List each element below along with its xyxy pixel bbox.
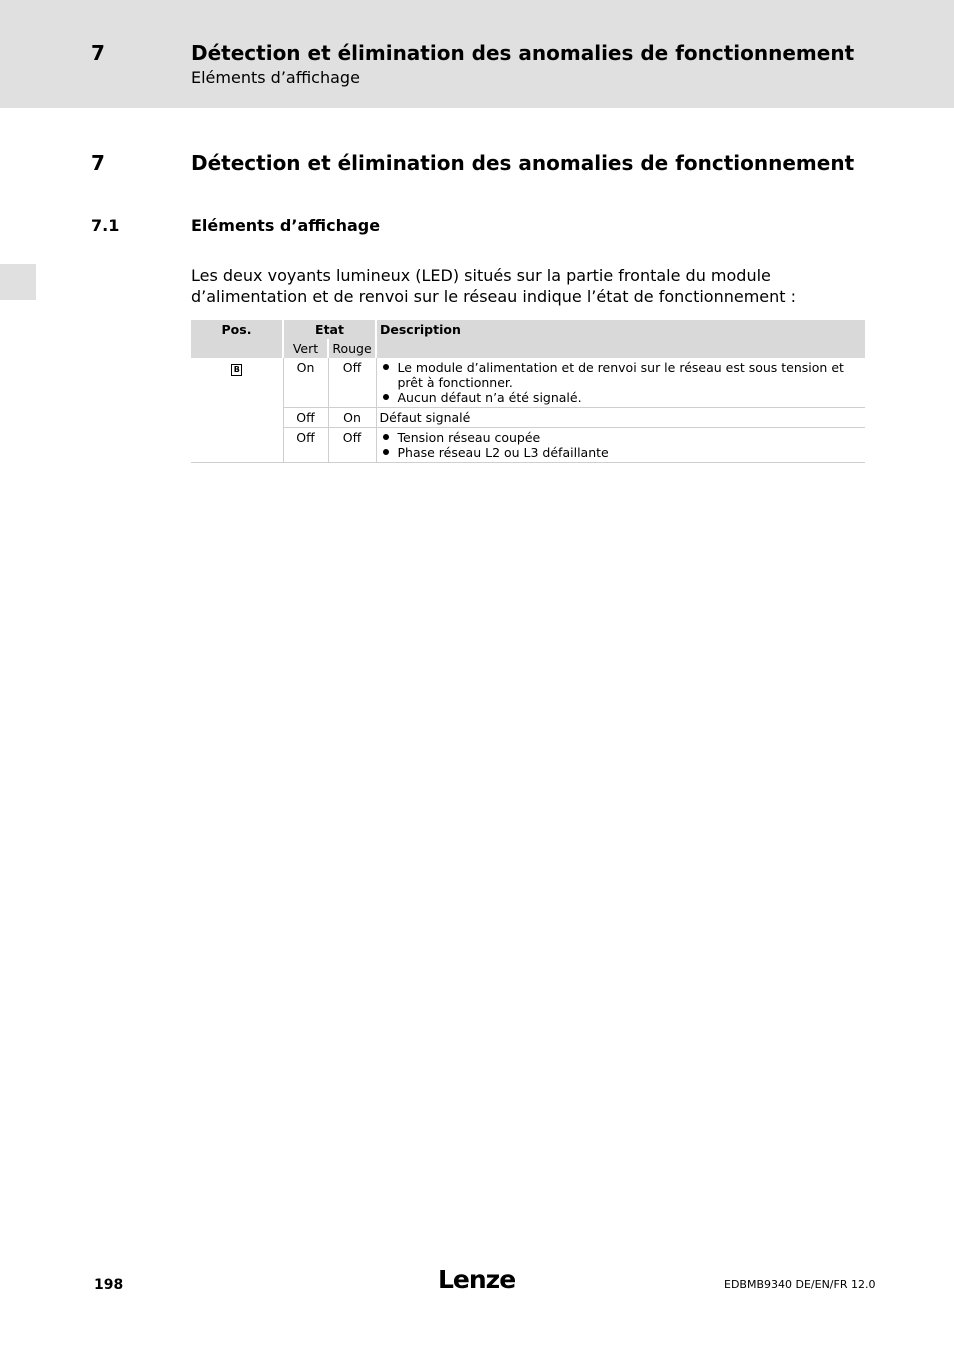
rouge-cell: Off <box>328 428 376 463</box>
list-item: Le module d’alimentation et de renvoi sur le réseau est sous tension et prêt à fonctionner. <box>380 360 863 390</box>
chapter-number: 7 <box>91 151 105 175</box>
vert-cell: On <box>283 358 328 408</box>
section-title: Eléments d’affichage <box>191 216 381 235</box>
table-row <box>191 428 865 463</box>
position-marker-icon: B <box>231 364 242 376</box>
description-cell: Défaut signalé <box>376 408 865 428</box>
chapter-title: Détection et élimination des anomalies de fonctionnement <box>191 151 855 175</box>
intro-paragraph: Les deux voyants lumineux (LED) situés sur la partie frontale du module d’alimentation et de renvoi sur le réseau indique l’état de fonctionnement : <box>191 266 797 306</box>
header-subtitle: Eléments d’affichage <box>191 68 360 87</box>
lenze-logo: Lenze <box>438 1265 516 1294</box>
list-item: Aucun défaut n’a été signalé. <box>380 390 863 405</box>
header-pos: Pos. <box>191 320 283 358</box>
running-header <box>0 0 954 108</box>
list-item: Phase réseau L2 ou L3 défaillante <box>380 445 863 460</box>
header-chapter-title: Détection et élimination des anomalies de fonctionnement <box>191 41 855 65</box>
rouge-cell: On <box>328 408 376 428</box>
description-cell <box>376 358 865 408</box>
header-description: Description <box>376 320 865 358</box>
header-vert: Vert <box>283 339 328 358</box>
header-etat: Etat <box>283 320 376 339</box>
rouge-cell: Off <box>328 358 376 408</box>
header-chapter-number: 7 <box>91 41 105 65</box>
list-item: Tension réseau coupée <box>380 430 863 445</box>
header-rouge: Rouge <box>328 339 376 358</box>
pos-cell <box>191 358 283 463</box>
document-id: EDBMB9340 DE/EN/FR 12.0 <box>724 1278 876 1291</box>
chapter-side-tab <box>0 264 36 300</box>
table-row <box>191 358 865 408</box>
vert-cell: Off <box>283 408 328 428</box>
description-cell <box>376 428 865 463</box>
table-row <box>191 408 865 428</box>
section-number: 7.1 <box>91 216 120 235</box>
led-status-table <box>191 320 865 463</box>
vert-cell: Off <box>283 428 328 463</box>
page-number: 198 <box>94 1277 124 1293</box>
